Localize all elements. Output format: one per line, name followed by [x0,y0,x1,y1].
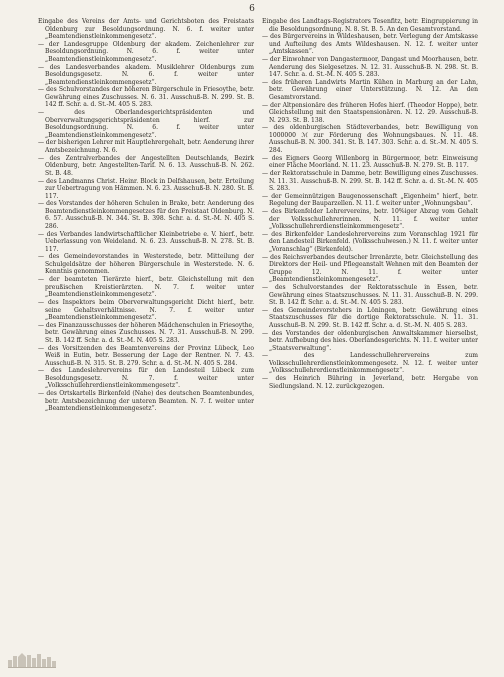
register-entry: — der Gemeinnützigen Baugenossenschaft „Eigenheim“ hierf., betr. Regelung der Bauparzellen. N. 11. f. weiter unter „Wohnungsbau“. [262,192,478,208]
register-entry: — der Einwohner von Dangastermoor, Dangast und Moorhausen, betr. Aenderung des Sielgesetzes. N. 12. 31. Ausschuß-B. N. 298. St. B. 147. Schr. a. d. St.-M. N. 405 S. 283. [262,56,478,79]
register-entry: — des Zentralverbandes der Angestellten Deutschlands, Bezirk Oldenburg, betr. Angestellten-Tarif. N. 6. 13. Ausschuß-B. N. 262. St. B. 48. [38,154,254,177]
register-entry: — des Schulvorstandes der höheren Bürgerschule in Friesoythe, betr. Gewährung eines Zuschusses. N. 6. 31. Ausschuß-B. N. 299. St. B. 142 ff. Schr. a. d. St.-M. 405 S. 283. [38,86,254,109]
two-column-text [38,18,478,634]
page-number: 6 [249,4,255,14]
register-entry: — des Inspektors beim Oberverwaltungsgericht Dicht hierf., betr. seine Gehaltsverhältnisse. N. 7. f. weiter unter „Beamtendienstleinkommengesetz“. [38,299,254,322]
register-entry: — des Vorstandes der oldenburgischen Anwaltskammer hierselbst, betr. Aufhebung des hies. Oberlandesgerichts. N. 11. f. weiter unter „Staatsverwaltung“. [262,329,478,352]
register-entry: — des Landeslehrervereins für den Landesteil Lübeck zum Besoldungsgesetz. N. 7. f. weiter unter „Volksschullehrerdienstleinkommengesetz“. [38,367,254,390]
register-entry: — des Landesverbandes akadem. Musiklehrer Oldenburgs zum Besoldungsgesetz. N. 6. f. weiter unter „Beamtendienstleinkommengesetz“. [38,63,254,86]
register-entry: — des Ortskartells Birkenfeld (Nahe) des deutschen Beamtenbundes, betr. Amtsbezeichnung der unteren Beamten. N. 7. f. weiter unter „Beamtendienstleinkommengesetz“. [38,390,254,413]
register-entry: — des Verbandes landwirtschaftlicher Kleinbetriebe e. V. hierf., betr. Ueberlassung von Weideland. N. 6. 23. Ausschuß-B. N. 278. St. B. 117. [38,230,254,253]
register-entry: — der Altpensionäre des früheren Hofes hierf. (Theodor Hoppe), betr. Gleichstellung mit den Staatspensionären. N. 12. 29. Ausschuß-B. N. 293. St. B. 138. [262,101,478,124]
left-column [38,18,254,634]
register-entry: — des Bürgervereins in Wildeshausen, betr. Verlegung der Amtskasse und Aufteilung des Amts Wildeshausen. N. 12. f. weiter unter „Amtskassen“. [262,33,478,56]
register-entry: — der bisherigen Lehrer mit Hauptlehrergehalt, betr. Aenderung ihrer Amtsbezeichnung. N. 6. [38,139,254,154]
register-entry: — der beamteten Tierärzte hierf., betr. Gleichstellung mit den preußischen Kreistierärzten. N. 7. f. weiter unter „Beamtendienstleinkommengesetz“. [38,276,254,299]
register-entry: — des Heinrich Bühring in Jeverland, betr. Hergabe von Siedlungsland. N. 12. zurückgezogen. [262,375,478,390]
register-entry: Eingabe des Landtags-Registrators Tesenfitz, betr. Eingruppierung in die Besoldungsordnung. N. 8. St. B. 5. An den Gesamtvorstand. [262,18,478,33]
register-entry: — des Reichsverbandes deutscher Irrenärzte, betr. Gleichstellung des Direktors der Heil- und Pflegeanstalt Wehnen mit den Beamten der Gruppe 12. N. 11. f. weiter unter „Beamtendienstleinkommengesetz“. [262,253,478,284]
register-entry: — des Birkenfelder Lehrervereins, betr. 10%iger Abzug vom Gehalt der Volksschullehrerinnen. N. 11. f. weiter unter „Volksschullehrerdienstleinkommengesetz“. [262,208,478,231]
register-entry: — des Schulvorstandes der Rektoratsschule in Essen, betr. Gewährung eines Staatszuschusses. N. 11. 31. Ausschuß-B. N. 299. St. B. 142 ff. Schr. a. d. St.-M. N. 405 S. 283. [262,284,478,307]
register-entry: — der Rektoratsschule in Damme, betr. Bewilligung eines Zuschusses. N. 11. 31. Ausschuß-B. N. 299. St. B. 142 ff. Schr. a. d. St.-M. N. 405 S. 283. [262,170,478,193]
register-entry: Eingabe des Vereins der Amts- und Gerichtsboten des Freistaats Oldenburg zur Besoldungsordnung. N. 6. f. weiter unter „Beamtendienstleinkommengesetz“. [38,18,254,40]
right-column [262,18,478,634]
register-entry: — des Gemeindevorstehers in Löningen, betr. Gewährung eines Staatszuschusses für die dortige Rektoratsschule. N. 11. 31. Ausschuß-B. N. 299. St. B. 142 ff. Schr. a. d. St.-M. N. 405 S. 283. [262,306,478,329]
register-entry: — des Birkenfelder Landeslehrervereins zum Voranschlag 1921 für den Landesteil Birkenfeld. (Volksschulwesen.) N. 11. f. weiter unter „Voranschlag“ (Birkenfeld). [262,230,478,253]
register-entry: — des oldenburgischen Städteverbandes, betr. Bewilligung von 1000000 ℳ zur Förderung des Wohnungsbaues. N. 11. 48. Ausschuß-B. N. 300. 341. St. B. 147. 303. Schr. a. d. St.-M. N. 405 S. 284. [262,124,478,154]
register-entry: — des Landmanns Christ. Heinr. Block in Delfshausen, betr. Erteilung zur Uebertragung von Hämmen. N. 6. 23. Ausschuß-B. N. 280. St. B. 117. [38,177,254,200]
library-logo [8,651,66,669]
register-entry: — der Landesgruppe Oldenburg der akadem. Zeichenlehrer zur Besoldungsordnung. N. 6. f. weiter unter „Beamtendienstleinkommengesetz“. [38,40,254,63]
register-entry: — des Vorstandes der höheren Schulen in Brake, betr. Aenderung des Beamtendienstleinkommengesetzes für den Freistaat Oldenburg. N. 6. 57. Ausschuß-B. N. 344. St. B. 398. Schr. a. d. St.-M. N. 405 S. 286. [38,200,254,230]
register-entry: — des Finanzausschusses der höheren Mädchenschulen in Friesoythe, betr. Gewährung eines Zuschusses. N. 7. 31. Ausschuß-B. N. 299. St. B. 142 ff. Schr. a. d. St.-M. N. 405 S. 283. [38,321,254,344]
register-entry: — des Gemeindevorstandes in Westerstede, betr. Mitteilung der Schulgeldsätze der höheren Bürgerschule in Westerstede. N. 6. Kenntnis genommen. [38,253,254,276]
register-entry: — des früheren Landwirts Martin Kühen in Marburg an der Lahn, betr. Gewährung einer Unterstützung. N. 12. An den Gesamtvorstand. [262,78,478,101]
register-entry: — des Vorsitzenden des Beamtenvereins der Provinz Lübeck, Leo Weiß in Eutin, betr. Besserung der Lage der Rentner. N. 7. 43. Ausschuß-B. N. 315. St. B. 279. Schr. a. d. St.-M. N. 405 S. 284. [38,344,254,367]
register-entry: — des Oberlandesgerichtspräsidenten und Oberverwaltungsgerichtspräsidenten hierf. zur Besoldungsordnung. N. 6. f. weiter unter „Beamtendienstleinkommengesetz“. [38,109,254,139]
register-entry: — des Landesschullehrervereins zum Volksschullehrerdienstleinkommengesetz. N. 12. f. weiter unter „Volksschullehrerdienstleinkommengesetz“. [262,352,478,375]
register-entry: — des Eigners Georg Willenborg in Bürgermoor, betr. Einweisung einer Fläche Moorland. N. 11. 23. Ausschuß-B. N. 279. St. B. 117. [262,154,478,170]
